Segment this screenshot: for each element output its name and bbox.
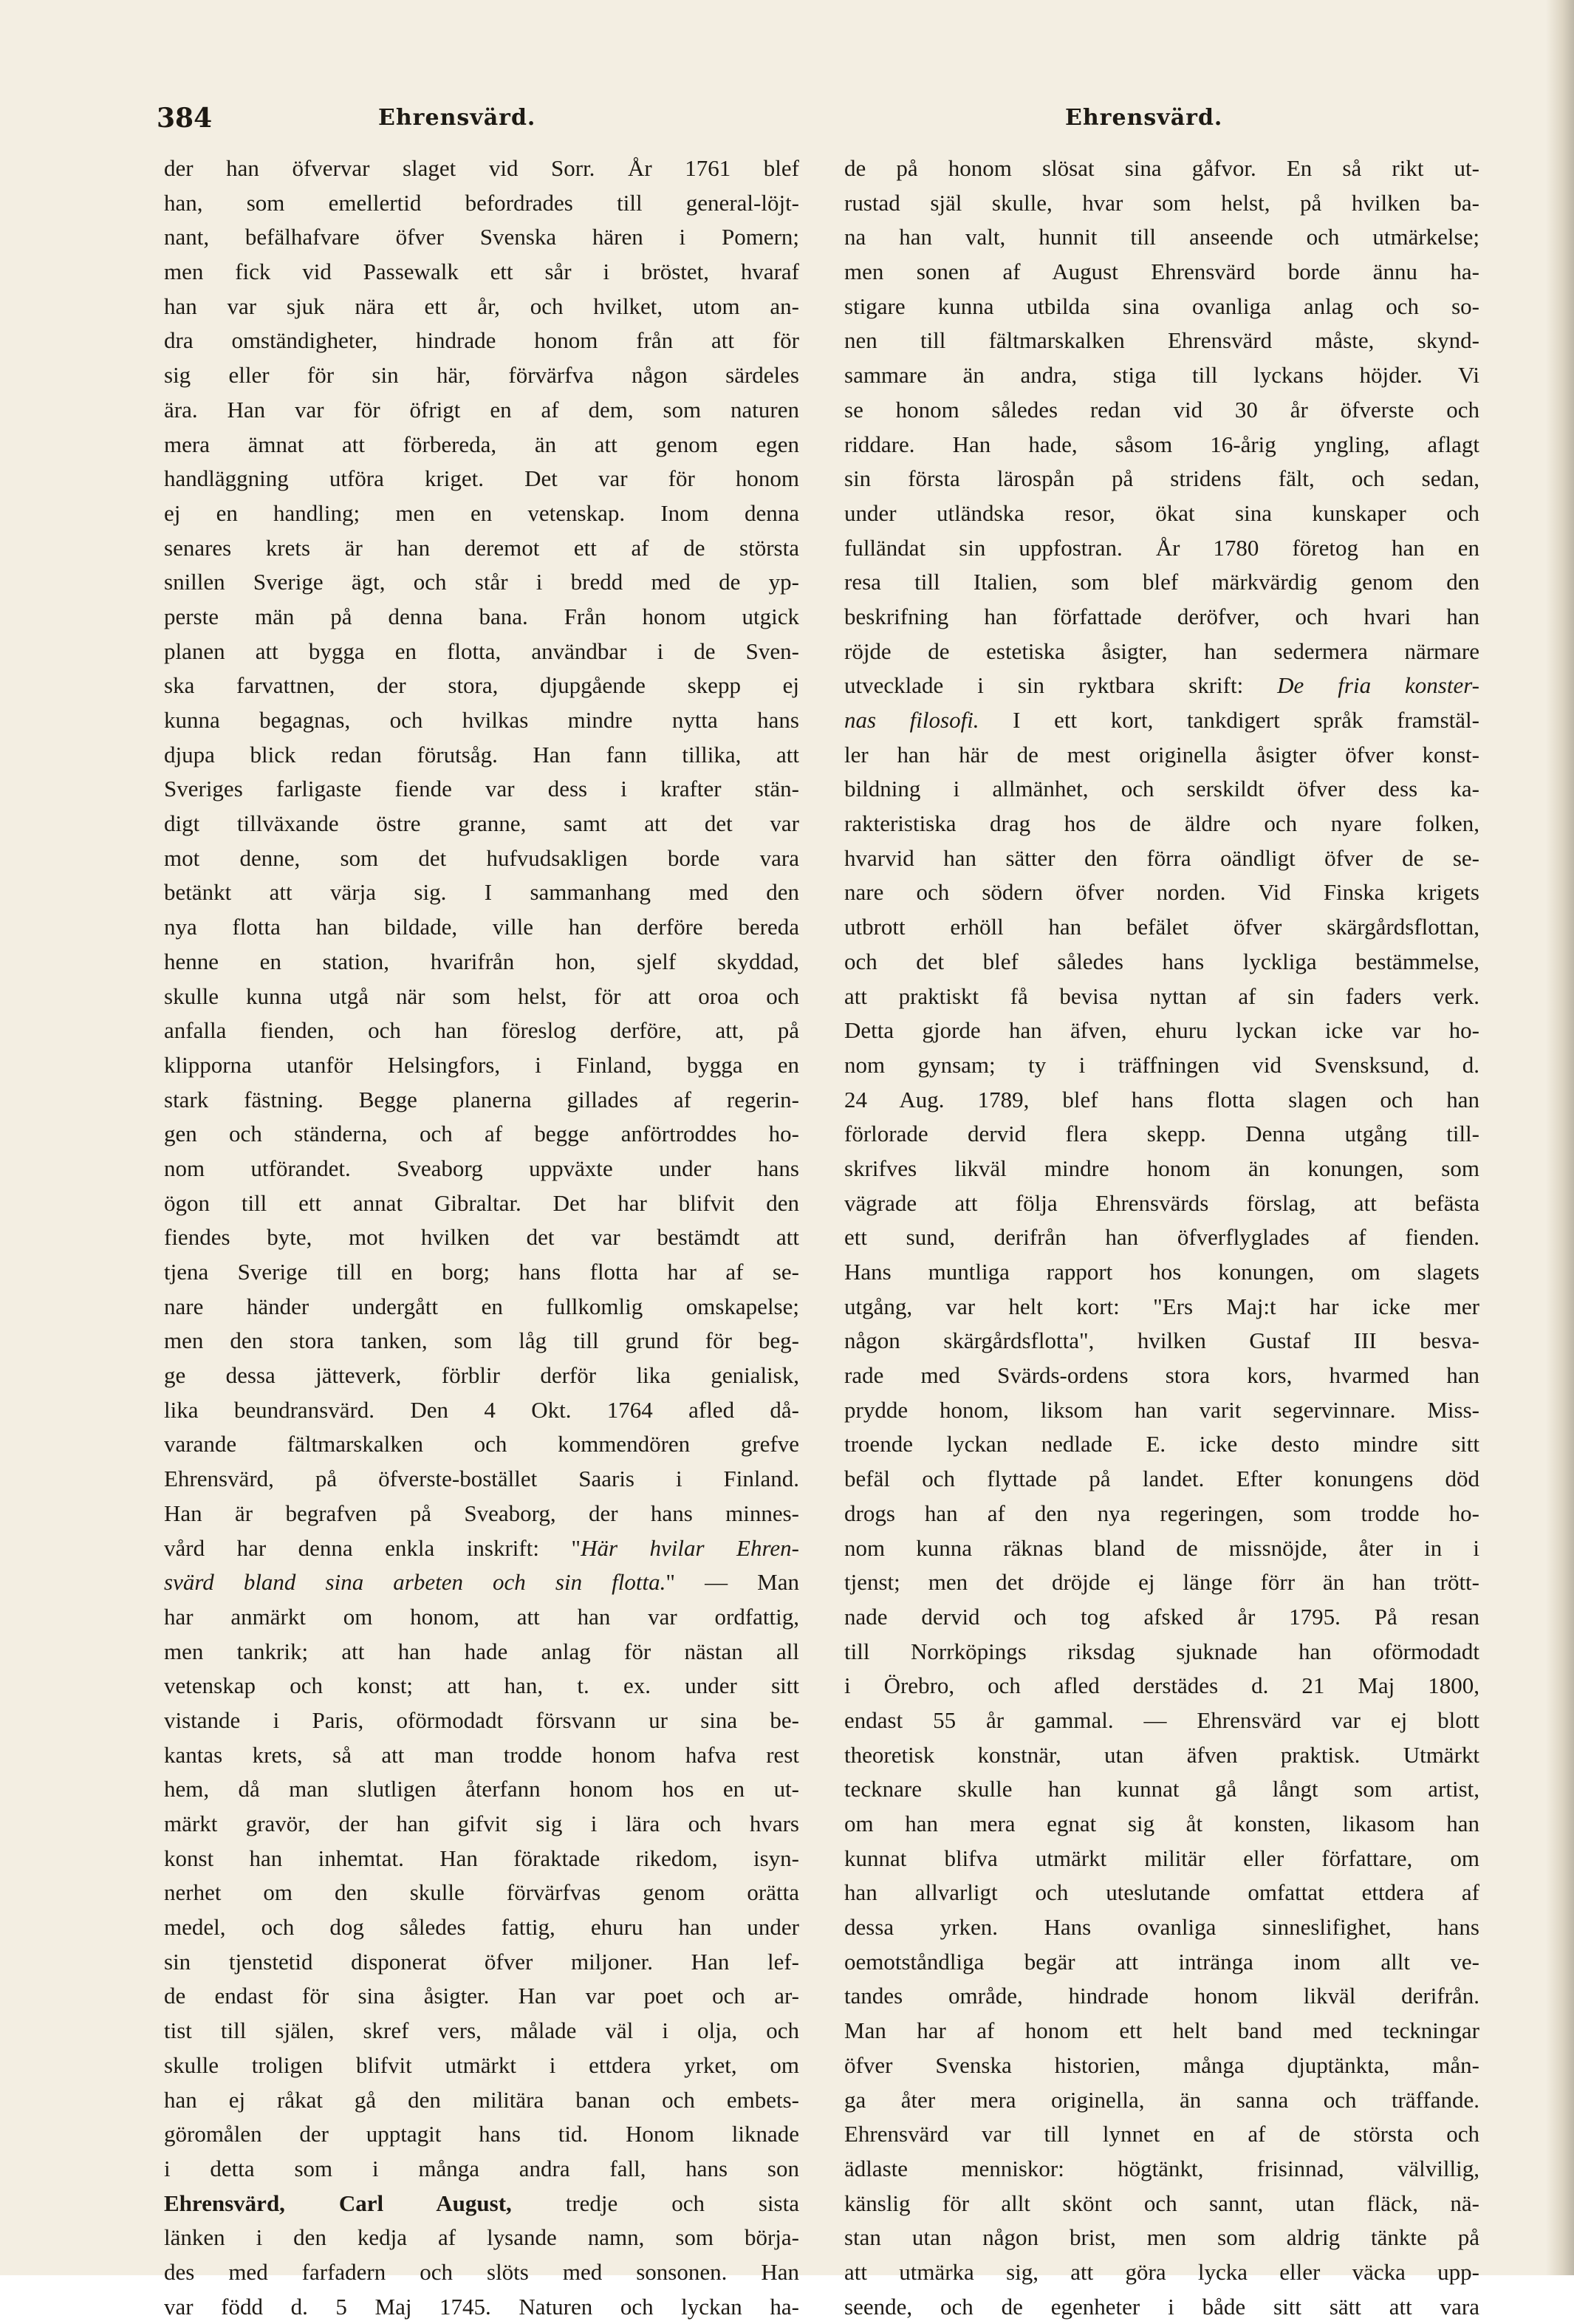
text-line: rakteristiska drag hos de äldre och nyare folken, [844, 810, 1479, 837]
text-line: kunna begagnas, och hvilkas mindre nytta hans [164, 707, 799, 733]
text-line: vård har denna enkla inskrift: "Här hvilar Ehren- [164, 1534, 799, 1561]
italic-title: De fria konster- [1277, 672, 1479, 699]
text-line: tjenst; men det dröjde ej länge förr än han trött- [844, 1569, 1479, 1596]
text-line: han var sjuk nära ett år, och hvilket, utom an- [164, 293, 799, 319]
text-line: vägrade att följa Ehrensvärds förslag, att befästa [844, 1189, 1479, 1216]
text-line: na han valt, hunnit till anseende och utmärkelse; [844, 224, 1479, 250]
text-line: des med farfadern och slöts med sonsonen. Han [164, 2258, 799, 2285]
text-line: under utländska resor, ökat sina kunskaper och [844, 499, 1479, 526]
running-head-right: Ehrensvärd. [1065, 105, 1223, 131]
text-line: nen till fältmarskalken Ehrensvärd måste, skynd- [844, 327, 1479, 354]
text-line: stigare kunna utbilda sina ovanliga anlag och so- [844, 293, 1479, 319]
text-line: de på honom slösat sina gåfvor. En så rikt ut- [844, 155, 1479, 181]
text-line: anfalla fienden, och han föreslog derföre, att, på [164, 1017, 799, 1044]
text-line: men fick vid Passewalk ett sår i bröstet, hvaraf [164, 259, 799, 285]
text-line: sig eller för sin här, förvärfva någon särdeles [164, 362, 799, 389]
text-line: har anmärkt om honom, att han var ordfattig, [164, 1603, 799, 1630]
text-line: han ej råkat gå den militära banan och embets- [164, 2086, 799, 2113]
text-line: djupa blick redan förutsåg. Han fann tillika, att [164, 741, 799, 768]
text-line: Ehrensvärd, Carl August, tredje och sista [164, 2190, 799, 2216]
text-line: snillen Sverige ägt, och står i bredd med de yp- [164, 569, 799, 595]
page-edge-shadow [1546, 0, 1574, 2275]
text-line: han allvarligt och uteslutande omfattat ettdera af [844, 1879, 1479, 1906]
text-line: nas filosofi. I ett kort, tankdigert språk framstäl- [844, 707, 1479, 733]
text-line: Hans muntliga rapport hos konungen, om slagets [844, 1259, 1479, 1285]
text-line: ga åter mera originella, än sanna och träffande. [844, 2086, 1479, 2113]
text-line: skrifves likväl mindre honom än konungen, som [844, 1155, 1479, 1181]
text-line: dra omständigheter, hindrade honom från att för [164, 327, 799, 354]
text-line: nya flotta han bildade, ville han derföre bereda [164, 914, 799, 940]
text-line: nom kunna räknas bland de missnöjde, åter in i [844, 1534, 1479, 1561]
text-line: Sveriges farligaste fiende var dess i krafter stän- [164, 776, 799, 802]
text-line: perste män på denna bana. Från honom utgick [164, 603, 799, 629]
text-line: känslig för allt skönt och sannt, utan fläck, nä- [844, 2190, 1479, 2216]
text-line: ler han här de mest originella åsigter öfver konst- [844, 741, 1479, 768]
text-line: men sonen af August Ehrensvärd borde ännu ha- [844, 259, 1479, 285]
text-line: utgång, var helt kort: "Ers Maj:t har icke mer [844, 1293, 1479, 1319]
text-line: klipporna utanför Helsingfors, i Finland, bygga en [164, 1051, 799, 1078]
text-line: digt tillväxande östre granne, samt att det var [164, 810, 799, 837]
text-line: nade dervid och tog afsked år 1795. På resan [844, 1603, 1479, 1630]
text-line: ska farvattnen, der stora, djupgående skepp ej [164, 672, 799, 699]
text-line: göromålen der upptagit hans tid. Honom liknade [164, 2121, 799, 2147]
page-number: 384 [157, 103, 213, 134]
text-line: att praktiskt få bevisa nyttan af sin faders verk. [844, 982, 1479, 1009]
text-line: hem, då man slutligen återfann honom hos en ut- [164, 1776, 799, 1802]
text-line: ett sund, derifrån han öfverflyglades af fienden. [844, 1224, 1479, 1251]
text-line: beskrifning han författade deröfver, och hvari han [844, 603, 1479, 629]
text-line: vetenskap och konst; att han, t. ex. under sitt [164, 1672, 799, 1699]
text-line: förlorade dervid flera skepp. Denna utgång till- [844, 1121, 1479, 1147]
text-line: ej en handling; men en vetenskap. Inom denna [164, 499, 799, 526]
text-line: riddare. Han hade, såsom 16-årig yngling, aflagt [844, 431, 1479, 457]
text-line: röjde de estetiska åsigter, han sedermera närmare [844, 638, 1479, 664]
text-line: länken i den kedja af lysande namn, som börja- [164, 2224, 799, 2251]
text-line: stan utan någon brist, men som aldrig tänkte på [844, 2224, 1479, 2251]
running-head-left: Ehrensvärd. [378, 105, 536, 131]
text-line: varande fältmarskalken och kommendören grefve [164, 1431, 799, 1457]
text-line: kunnat blifva utmärkt militär eller författare, om [844, 1845, 1479, 1871]
text-line: planen att bygga en flotta, användbar i de Sven- [164, 638, 799, 664]
text-line: tandes område, hindrade honom likväl derifrån. [844, 1983, 1479, 2009]
text-line: betänkt att värja sig. I sammanhang med den [164, 879, 799, 906]
text-line: svärd bland sina arbeten och sin flotta." — Man [164, 1569, 800, 1596]
text-line: nerhet om den skulle förvärfvas genom orätta [164, 1879, 799, 1906]
text-line: han, som emellertid befordrades till general-löjt- [164, 189, 799, 216]
italic-title: svärd bland sina arbeten och sin flotta. [164, 1569, 666, 1596]
page-header [157, 96, 1460, 140]
text-line: vistande i Paris, oförmodadt försvann ur sina be- [164, 1706, 799, 1733]
text-line: se honom således redan vid 30 år öfverste och [844, 396, 1479, 423]
text-line: skulle kunna utgå när som helst, för att oroa och [164, 982, 799, 1009]
text-line: resa till Italien, som blef märkvärdig genom den [844, 569, 1479, 595]
text-line: Ehrensvärd, på öfverste-bostället Saaris i Finland. [164, 1466, 799, 1492]
text-line: nom utförandet. Sveaborg uppväxte under hans [164, 1155, 799, 1181]
text-line: i detta som i många andra fall, hans son [164, 2155, 799, 2181]
text-line: till Norrköpings riksdag sjuknade han oförmodadt [844, 1638, 1479, 1664]
text-line: der han öfvervar slaget vid Sorr. År 1761 blef [164, 155, 799, 181]
text-line: var född d. 5 Maj 1745. Naturen och lyckan ha- [164, 2293, 799, 2320]
text-line: fulländat sin uppfostran. År 1780 företog han en [844, 534, 1479, 561]
text-line: befäl och flyttade på landet. Efter konungens död [844, 1466, 1479, 1492]
text-line: tecknare skulle han kunnat gå långt som artist, [844, 1776, 1479, 1802]
text-line: nare och södern öfver norden. Vid Finska krigets [844, 879, 1479, 906]
text-line: mera ämnat att förbereda, än att genom egen [164, 431, 799, 457]
text-line: theoretisk konstnär, utan äfven praktisk. Utmärkt [844, 1741, 1479, 1768]
text-line: märkt gravör, der han gifvit sig i lära och hvars [164, 1811, 799, 1836]
text-line: troende lyckan nedlade E. icke desto mindre sitt [844, 1431, 1479, 1457]
text-line: seende, och de egenheter i både sitt sätt att vara [844, 2293, 1479, 2320]
text-line: men tankrik; att han hade anlag för nästan all [164, 1638, 799, 1664]
text-line: kantas krets, så att man trodde honom hafva rest [164, 1741, 799, 1768]
text-line: henne en station, hvarifrån hon, sjelf skyddad, [164, 948, 799, 974]
text-line: att utmärka sig, att göra lycka eller väcka upp- [844, 2258, 1479, 2285]
text-line: Detta gjorde han äfven, ehuru lyckan icke var ho- [844, 1017, 1479, 1044]
text-line: lika beundransvärd. Den 4 Okt. 1764 afled då- [164, 1396, 799, 1423]
italic-title: nas filosofi. [844, 707, 979, 733]
text-line: och det blef således hans lyckliga bestämmelse, [844, 948, 1479, 974]
text-line: nant, befälhafvare öfver Svenska hären i Pomern; [164, 224, 799, 250]
text-line: dessa yrken. Hans ovanliga sinneslifighet, hans [844, 1914, 1479, 1941]
text-line: oemotståndliga begär att intränga inom allt ve- [844, 1948, 1479, 1975]
text-line: Ehrensvärd var till lynnet en af de största och [844, 2121, 1479, 2147]
text-line: fiendes byte, mot hvilken det var bestämdt att [164, 1224, 799, 1251]
text-line: ädlaste menniskor: högtänkt, frisinnad, välvillig, [844, 2155, 1479, 2181]
text-line: rustad själ skulle, hvar som helst, på hvilken ba- [844, 189, 1479, 216]
text-line: Han är begrafven på Sveaborg, der hans minnes- [164, 1500, 799, 1526]
text-line: mot denne, som det hufvudsakligen borde vara [164, 844, 799, 871]
text-line: ära. Han var för öfrigt en af dem, som naturen [164, 396, 799, 423]
text-line: bildning i allmänhet, och serskildt öfver dess ka- [844, 776, 1479, 802]
text-line: sin tjenstetid disponerat öfver miljoner. Han lef- [164, 1948, 799, 1975]
text-line: sammare än andra, stiga till lyckans höjder. Vi [844, 362, 1479, 389]
left-column [164, 151, 799, 2324]
text-line: gen och ständerna, och af begge anförtroddes ho- [164, 1121, 799, 1147]
text-line: ge dessa jätteverk, förblir derför lika genialisk, [164, 1362, 799, 1389]
text-line: prydde honom, liksom han varit segervinnare. Miss- [844, 1396, 1479, 1423]
text-line: nom gynsam; ty i träffningen vid Svensksund, d. [844, 1051, 1479, 1078]
text-line: handläggning utföra kriget. Det var för honom [164, 465, 799, 492]
right-column [844, 151, 1479, 2324]
text-line: 24 Aug. 1789, blef hans flotta slagen och han [844, 1086, 1479, 1113]
text-line: konst han inhemtat. Han föraktade rikedom, isyn- [164, 1845, 799, 1871]
text-line: sin första lärospån på stridens fält, och sedan, [844, 465, 1479, 492]
text-line: hvarvid han sätter den förra oändligt öfver de se- [844, 844, 1479, 871]
text-line: drogs han af den nya regeringen, som trodde ho- [844, 1500, 1479, 1526]
text-line: Man har af honom ett helt band med teckningar [844, 2017, 1479, 2044]
text-line: skulle troligen blifvit utmärkt i ettdera yrket, om [164, 2051, 799, 2078]
text-line: men den stora tanken, som låg till grund för beg- [164, 1327, 799, 1354]
text-line: senares krets är han deremot ett af de största [164, 534, 799, 561]
text-line: stark fästning. Begge planerna gillades af regerin- [164, 1086, 799, 1113]
text-line: ögon till ett annat Gibraltar. Det har blifvit den [164, 1189, 799, 1216]
entry-heading: Ehrensvärd, Carl August, [164, 2190, 512, 2216]
text-line: utbrott erhöll han befälet öfver skärgårdsflottan, [844, 914, 1479, 940]
text-line: tjena Sverige till en borg; hans flotta har af se- [164, 1259, 799, 1285]
text-line: nare händer undergått en fullkomlig omskapelse; [164, 1293, 799, 1319]
text-line: de endast för sina åsigter. Han var poet och ar- [164, 1983, 799, 2009]
italic-title: Här hvilar Ehren- [581, 1534, 799, 1561]
text-line: i Örebro, och afled derstädes d. 21 Maj 1800, [844, 1672, 1479, 1699]
text-line: endast 55 år gammal. — Ehrensvärd var ej blott [844, 1706, 1479, 1733]
text-line: om han mera egnat sig åt konsten, likasom han [844, 1811, 1479, 1836]
text-line: tist till själen, skref vers, målade väl i olja, och [164, 2017, 799, 2044]
text-line: öfver Svenska historien, många djuptänkta, mån- [844, 2051, 1479, 2078]
text-line: rade med Svärds-ordens stora kors, hvarmed han [844, 1362, 1479, 1389]
text-line: någon skärgårdsflotta", hvilken Gustaf III besva- [844, 1327, 1479, 1354]
text-line: medel, och dog således fattig, ehuru han under [164, 1914, 799, 1941]
text-line: utvecklade i sin ryktbara skrift: De fria konster- [844, 672, 1479, 699]
